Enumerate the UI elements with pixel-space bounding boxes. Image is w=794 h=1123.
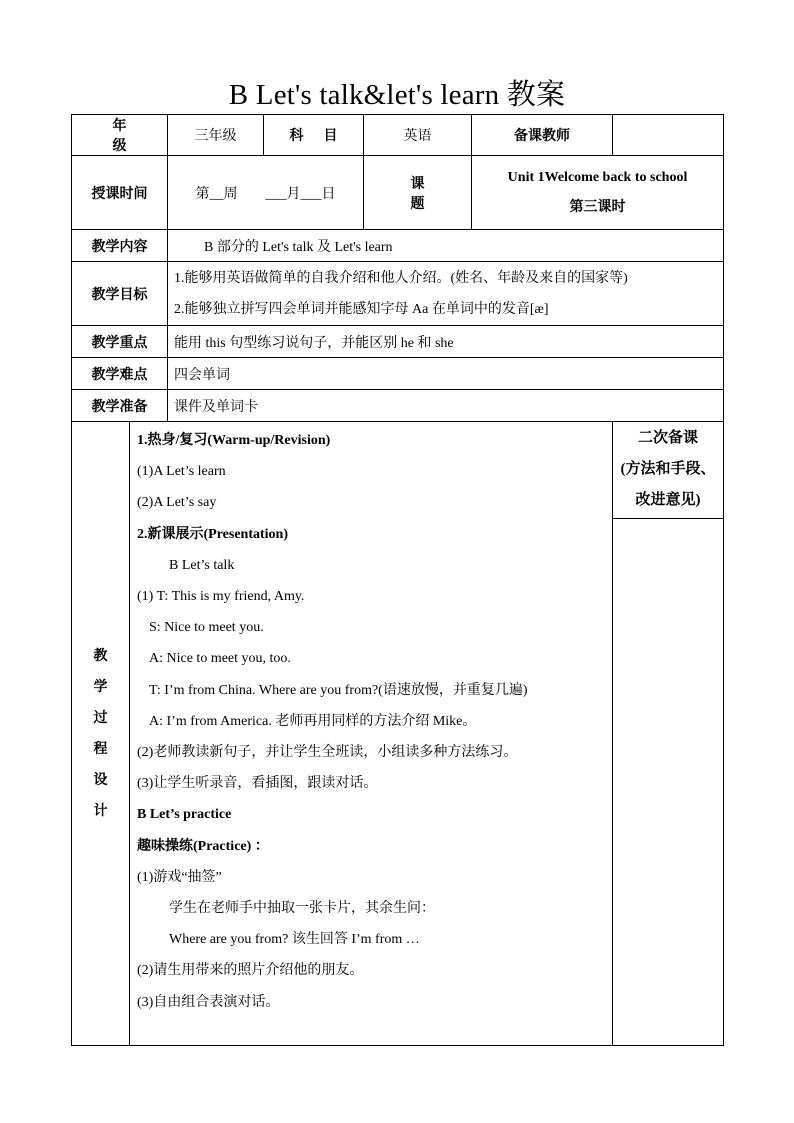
process-label-char: 计 <box>93 803 108 819</box>
process-section-heading: 2.新课展示(Presentation) <box>137 526 288 542</box>
goal-item: 2.能够独立拼写四会单词并能感知字母 Aa 在单词中的发音[æ] <box>174 301 549 317</box>
prep-value: 课件及单词卡 <box>168 390 724 422</box>
process-line: (2)A Let’s say <box>137 495 217 511</box>
process-line: (2)老师教读新句子，并让学生全班读，小组读多种方法练习。 <box>137 745 518 761</box>
topic-label: 课题 <box>364 156 472 230</box>
process-label <box>72 422 130 1046</box>
time-label: 授课时间 <box>72 156 168 230</box>
process-label-char: 过 <box>93 710 108 726</box>
process-line: (1)A Let’s learn <box>137 464 226 480</box>
process-line: (2)请生用带来的照片介绍他的朋友。 <box>137 963 364 979</box>
lesson-plan-table <box>71 114 724 1046</box>
content-label: 教学内容 <box>72 230 168 262</box>
prep-label: 教学准备 <box>72 390 168 422</box>
process-line: (3)自由组合表演对话。 <box>137 994 280 1010</box>
teacher-value <box>613 115 724 156</box>
second-prep-column <box>613 422 724 1046</box>
key-value: 能用 this 句型练习说句子，并能区别 he 和 she <box>168 326 724 358</box>
goals-label: 教学目标 <box>72 262 168 326</box>
time-row <box>72 156 724 230</box>
content-value: B 部分的 Let's talk 及 Let's learn <box>168 230 724 262</box>
process-label-char: 学 <box>93 679 108 695</box>
process-row <box>72 422 724 1046</box>
process-line: B Let’s talk <box>169 557 235 573</box>
content-row <box>72 230 724 262</box>
time-value: 第__周 ___月___日 <box>168 156 364 230</box>
prep-row <box>72 390 724 422</box>
goals-value <box>168 262 724 326</box>
difficulty-value: 四会单词 <box>168 358 724 390</box>
goals-row <box>72 262 724 326</box>
subject-value: 英语 <box>364 115 472 156</box>
subject-label: 科目 <box>264 115 364 156</box>
process-label-char: 教 <box>93 648 108 664</box>
second-prep-title: 二次备课 <box>637 430 698 446</box>
difficulty-row <box>72 358 724 390</box>
teacher-label: 备课教师 <box>472 115 613 156</box>
process-content <box>130 422 613 1046</box>
process-line: (1)游戏“抽签” <box>137 869 222 885</box>
process-line: A: I’m from America. 老师再用同样的方法介绍 Mike。 <box>149 713 477 729</box>
process-section-heading: B Let’s practice <box>137 807 232 823</box>
document-title: B Let's talk&let's learn 教案 <box>228 79 566 111</box>
process-line: Where are you from? 该生回答 I’m from … <box>169 932 420 948</box>
process-line: (1) T: This is my friend, Amy. <box>137 589 305 605</box>
topic-unit-title: Unit 1Welcome back to school <box>507 169 688 185</box>
process-line: S: Nice to meet you. <box>149 620 264 636</box>
difficulty-label: 教学难点 <box>72 358 168 390</box>
key-label: 教学重点 <box>72 326 168 358</box>
process-line: A: Nice to meet you, too. <box>149 651 291 667</box>
second-prep-heading <box>613 422 723 519</box>
second-prep-subtitle: (方法和手段、 <box>620 461 716 477</box>
process-line: T: I’m from China. Where are you from?(语速放慢，并重复几遍) <box>149 682 528 698</box>
grade-value: 三年级 <box>168 115 264 156</box>
topic-value <box>472 156 724 230</box>
process-section-heading: 趣味操练(Practice) ： <box>137 838 269 854</box>
process-label-char: 程 <box>93 741 108 757</box>
process-label-char: 设 <box>93 772 108 788</box>
grade-label: 年级 <box>72 115 168 156</box>
key-row <box>72 326 724 358</box>
process-section-heading: 1.热身/复习(Warm-up/Revision) <box>137 433 331 448</box>
second-prep-subtitle: 改进意见) <box>635 492 701 508</box>
process-line: (3)让学生听录音，看插图，跟读对话。 <box>137 776 378 792</box>
goal-item: 1.能够用英语做简单的自我介绍和他人介绍。(姓名、年龄及来自的国家等) <box>174 270 628 286</box>
process-line: 学生在老师手中抽取一张卡片，其余生问： <box>169 901 435 917</box>
topic-lesson-number: 第三课时 <box>569 199 626 215</box>
header-row <box>72 115 724 156</box>
